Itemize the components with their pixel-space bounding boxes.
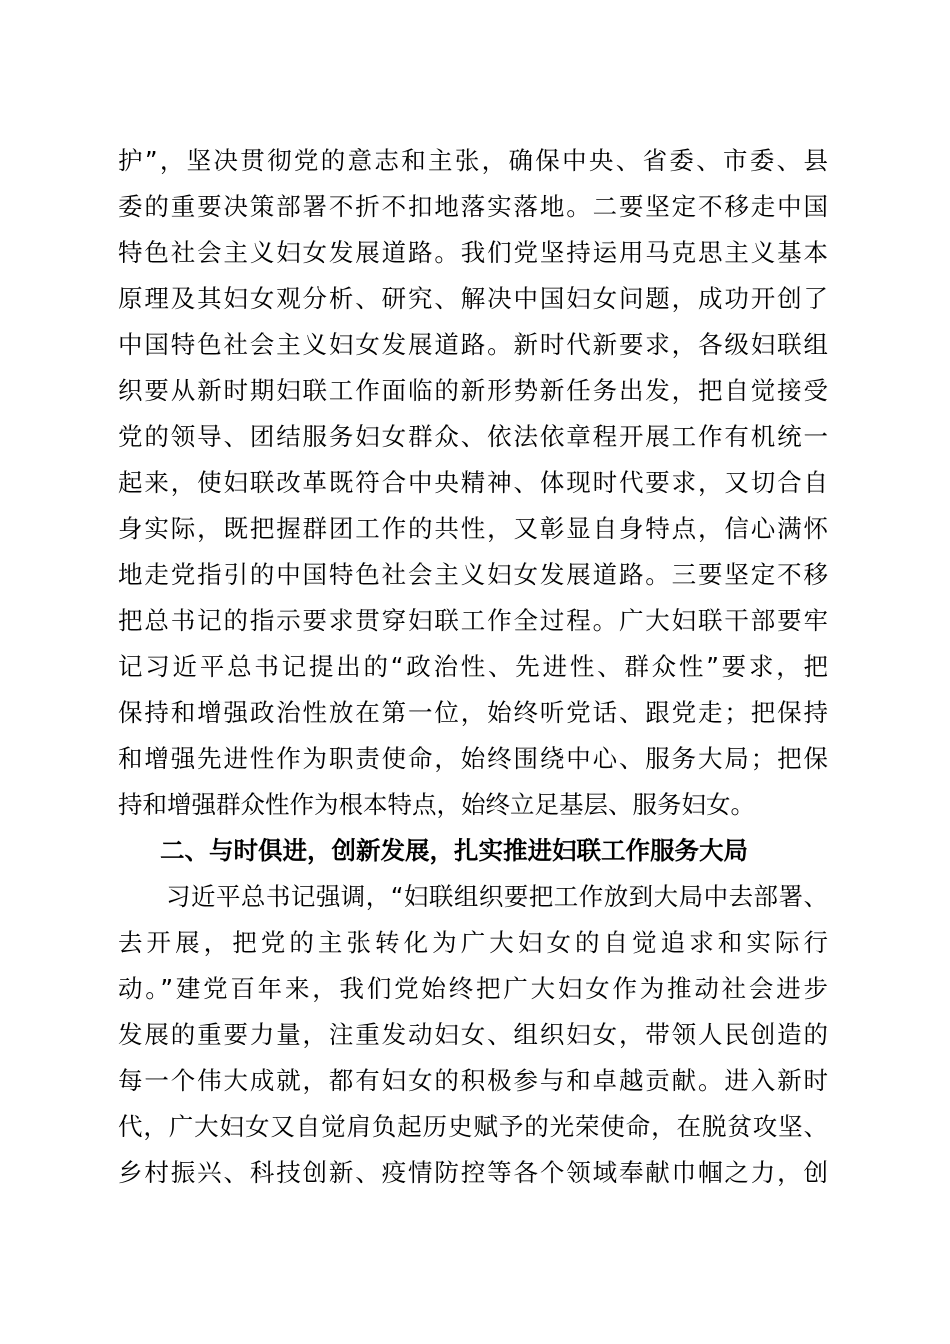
paragraph-1-line-4: 原理及其妇女观分析、研究、解决中国妇女问题，成功开创了 bbox=[118, 284, 828, 313]
paragraph-1-line-5: 中国特色社会主义妇女发展道路。新时代新要求，各级妇联组 bbox=[118, 330, 828, 359]
paragraph-1-line-12: 记习近平总书记提出的“政治性、先进性、群众性”要求，把 bbox=[118, 652, 828, 681]
section-heading-2: 二、与时俱进，创新发展，扎实推进妇联工作服务大局 bbox=[160, 836, 748, 865]
paragraph-1-line-13: 保持和增强政治性放在第一位，始终听党话、跟党走；把保持 bbox=[118, 698, 828, 727]
paragraph-2-line-7: 乡村振兴、科技创新、疫情防控等各个领域奉献巾帼之力，创 bbox=[118, 1158, 828, 1187]
paragraph-2-line-6: 代，广大妇女又自觉肩负起历史赋予的光荣使命，在脱贫攻坚、 bbox=[118, 1112, 828, 1141]
paragraph-2-line-2: 去开展，把党的主张转化为广大妇女的自觉追求和实际行 bbox=[118, 928, 828, 957]
paragraph-1-line-1: 护”，坚决贯彻党的意志和主张，确保中央、省委、市委、县 bbox=[118, 146, 828, 175]
paragraph-1-line-7: 党的领导、团结服务妇女群众、依法依章程开展工作有机统一 bbox=[118, 422, 828, 451]
paragraph-1-line-15: 持和增强群众性作为根本特点，始终立足基层、服务妇女。 bbox=[118, 790, 755, 819]
paragraph-2-line-3: 动。”建党百年来，我们党始终把广大妇女作为推动社会进步 bbox=[118, 974, 828, 1003]
paragraph-2-line-5: 每一个伟大成就，都有妇女的积极参与和卓越贡献。进入新时 bbox=[118, 1066, 828, 1095]
paragraph-1-line-14: 和增强先进性作为职责使命，始终围绕中心、服务大局；把保 bbox=[118, 744, 828, 773]
paragraph-1-line-3: 特色社会主义妇女发展道路。我们党坚持运用马克思主义基本 bbox=[118, 238, 828, 267]
paragraph-1-line-9: 身实际，既把握群团工作的共性，又彰显自身特点，信心满怀 bbox=[118, 514, 828, 543]
paragraph-2-line-4: 发展的重要力量，注重发动妇女、组织妇女，带领人民创造的 bbox=[118, 1020, 828, 1049]
paragraph-1-line-11: 把总书记的指示要求贯穿妇联工作全过程。广大妇联干部要牢 bbox=[118, 606, 828, 635]
paragraph-2-line-1: 习近平总书记强调，“妇联组织要把工作放到大局中去部署、 bbox=[166, 882, 828, 911]
paragraph-1-line-8: 起来，使妇联改革既符合中央精神、体现时代要求，又切合自 bbox=[118, 468, 828, 497]
paragraph-1-line-2: 委的重要决策部署不折不扣地落实落地。二要坚定不移走中国 bbox=[118, 192, 828, 221]
paragraph-1-line-6: 织要从新时期妇联工作面临的新形势新任务出发，把自觉接受 bbox=[118, 376, 828, 405]
paragraph-1-line-10: 地走党指引的中国特色社会主义妇女发展道路。三要坚定不移 bbox=[118, 560, 828, 589]
